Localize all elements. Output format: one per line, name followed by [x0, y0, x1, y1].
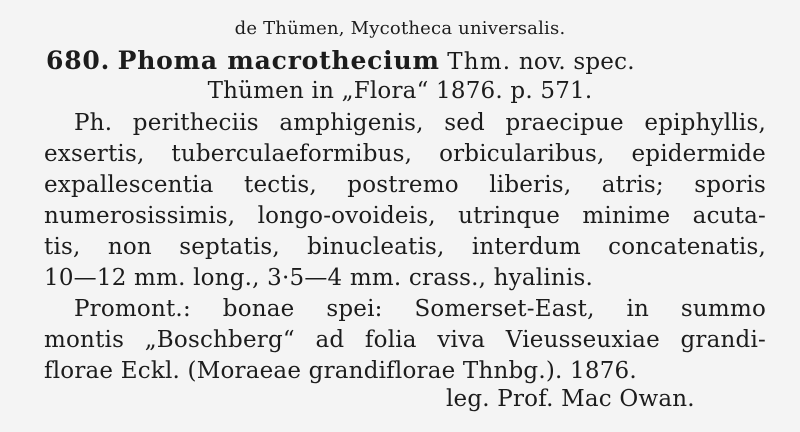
species-name: Phoma macrothecium	[117, 46, 440, 75]
locality-line: montis „Boschberg“ ad folia viva Vieusseuxiae grandi-	[44, 327, 766, 353]
description-line: 10—12 mm. long., 3·5—4 mm. crass., hyalinis.	[44, 265, 593, 291]
locality-line: Promont.: bonae spei: Somerset-East, in summo	[74, 296, 766, 322]
description-line: numerosissimis, longo-ovoideis, utrinque minime acuta-	[44, 203, 766, 229]
description-line: Ph. peritheciis amphigenis, sed praecipue epiphyllis,	[74, 110, 766, 136]
literature-reference: Thümen in „Flora“ 1876. p. 571.	[207, 78, 593, 104]
species-author: Thm.	[447, 49, 512, 75]
description-line: tis, non septatis, binucleatis, interdum concatenatis,	[44, 234, 766, 260]
locality-line: florae Eckl. (Moraeae grandiflorae Thnbg.). 1876.	[44, 358, 637, 384]
collector-line: leg. Prof. Mac Owan.	[446, 386, 695, 412]
species-heading	[46, 48, 766, 74]
species-status: nov. spec.	[518, 49, 635, 75]
collection-header: de Thümen, Mycotheca universalis.	[234, 18, 566, 39]
description-line: exsertis, tuberculaeformibus, orbicularibus, epidermide	[44, 141, 766, 167]
description-line: expallescentia tectis, postremo liberis, atris; sporis	[44, 172, 766, 198]
entry-number: 680.	[46, 46, 111, 75]
